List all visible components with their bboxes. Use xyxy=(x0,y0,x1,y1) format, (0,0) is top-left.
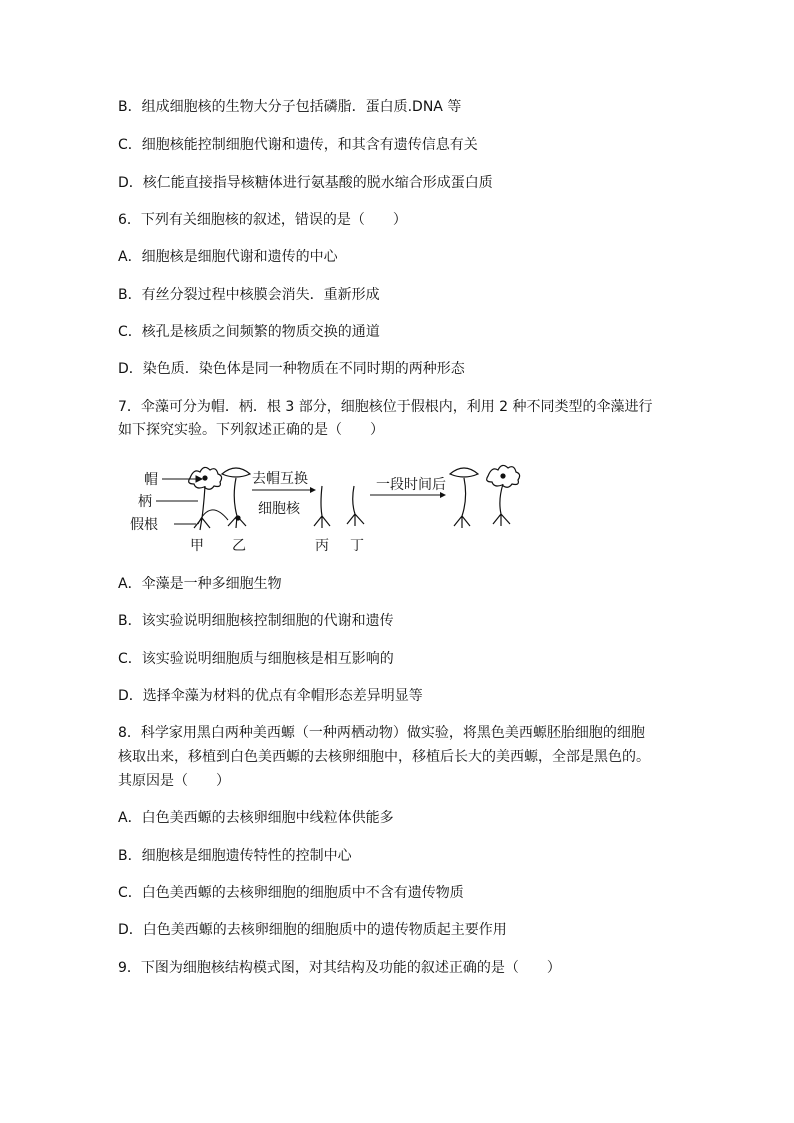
question-7-option-a: A．伞藻是一种多细胞生物 xyxy=(118,576,282,592)
arrow-1-top-label: 去帽互换 xyxy=(252,471,308,487)
question-8-stem-line-3: 其原因是（ ） xyxy=(118,773,230,789)
rhizoid-label: 假根 xyxy=(130,517,158,533)
question-8-option-a: A．白色美西螈的去核卵细胞中线粒体供能多 xyxy=(118,810,394,826)
question-7-stem-line-2: 如下探究实验。下列叙述正确的是（ ） xyxy=(118,422,384,438)
question-7-option-c: C．该实验说明细胞质与细胞核是相互影响的 xyxy=(118,651,394,667)
regenerated-alga-umbrella xyxy=(450,468,478,528)
question-7-stem-line-1: 7．伞藻可分为帽．柄．根 3 部分，细胞核位于假根内，利用 2 种不同类型的伞藻进行 xyxy=(118,399,653,415)
question-8-option-d: D．白色美西螈的去核卵细胞的细胞质中的遗传物质起主要作用 xyxy=(118,922,507,938)
question-6-option-b: B．有丝分裂过程中核膜会消失．重新形成 xyxy=(118,287,380,303)
alga-yi xyxy=(222,468,250,528)
question-8-stem-line-1: 8．科学家用黑白两种美西螈（一种两栖动物）做实验，将黑色美西螈胚胎细胞的细胞 xyxy=(118,725,645,741)
acetabularia-diagram xyxy=(124,458,524,558)
question-9-stem: 9．下图为细胞核结构模式图，对其结构及功能的叙述正确的是（ ） xyxy=(118,960,561,976)
cap-label: 帽 xyxy=(144,472,158,488)
arrow-2-top-label: 一段时间后 xyxy=(376,477,446,493)
stalk-label: 柄 xyxy=(138,494,152,510)
acetabularia-experiment-figure xyxy=(124,458,524,558)
label-jia: 甲 xyxy=(190,538,204,554)
alga-ding xyxy=(347,486,364,526)
question-6-option-d: D．染色质．染色体是同一种物质在不同时期的两种形态 xyxy=(118,361,465,377)
label-ding: 丁 xyxy=(350,538,364,554)
question-8-stem-line-2: 核取出来，移植到白色美西螈的去核卵细胞中，移植后长大的美西螈，全部是黑色的。 xyxy=(118,749,650,765)
question-8-option-b: B．细胞核是细胞遗传特性的控制中心 xyxy=(118,848,352,864)
alga-bing xyxy=(314,486,330,528)
question-6-option-c: C．核孔是核质之间频繁的物质交换的通道 xyxy=(118,324,380,340)
label-bing: 丙 xyxy=(315,538,329,554)
alga-jia xyxy=(189,467,222,530)
arrow-1-bottom-label: 细胞核 xyxy=(258,501,300,517)
question-6-stem: 6．下列有关细胞核的叙述，错误的是（ ） xyxy=(118,212,407,228)
regenerated-alga-frilly xyxy=(487,465,520,526)
question-5-option-b: B．组成细胞核的生物大分子包括磷脂．蛋白质.DNA 等 xyxy=(118,99,462,115)
question-7-option-d: D．选择伞藻为材料的优点有伞帽形态差异明显等 xyxy=(118,688,423,704)
question-7-option-b: B．该实验说明细胞核控制细胞的代谢和遗传 xyxy=(118,613,394,629)
question-5-option-c: C．细胞核能控制细胞代谢和遗传，和其含有遗传信息有关 xyxy=(118,137,478,153)
question-6-option-a: A．细胞核是细胞代谢和遗传的中心 xyxy=(118,249,338,265)
question-5-option-d: D．核仁能直接指导核糖体进行氨基酸的脱水缩合形成蛋白质 xyxy=(118,175,493,191)
label-yi: 乙 xyxy=(232,538,246,554)
question-8-option-c: C．白色美西螈的去核卵细胞的细胞质中不含有遗传物质 xyxy=(118,885,464,901)
